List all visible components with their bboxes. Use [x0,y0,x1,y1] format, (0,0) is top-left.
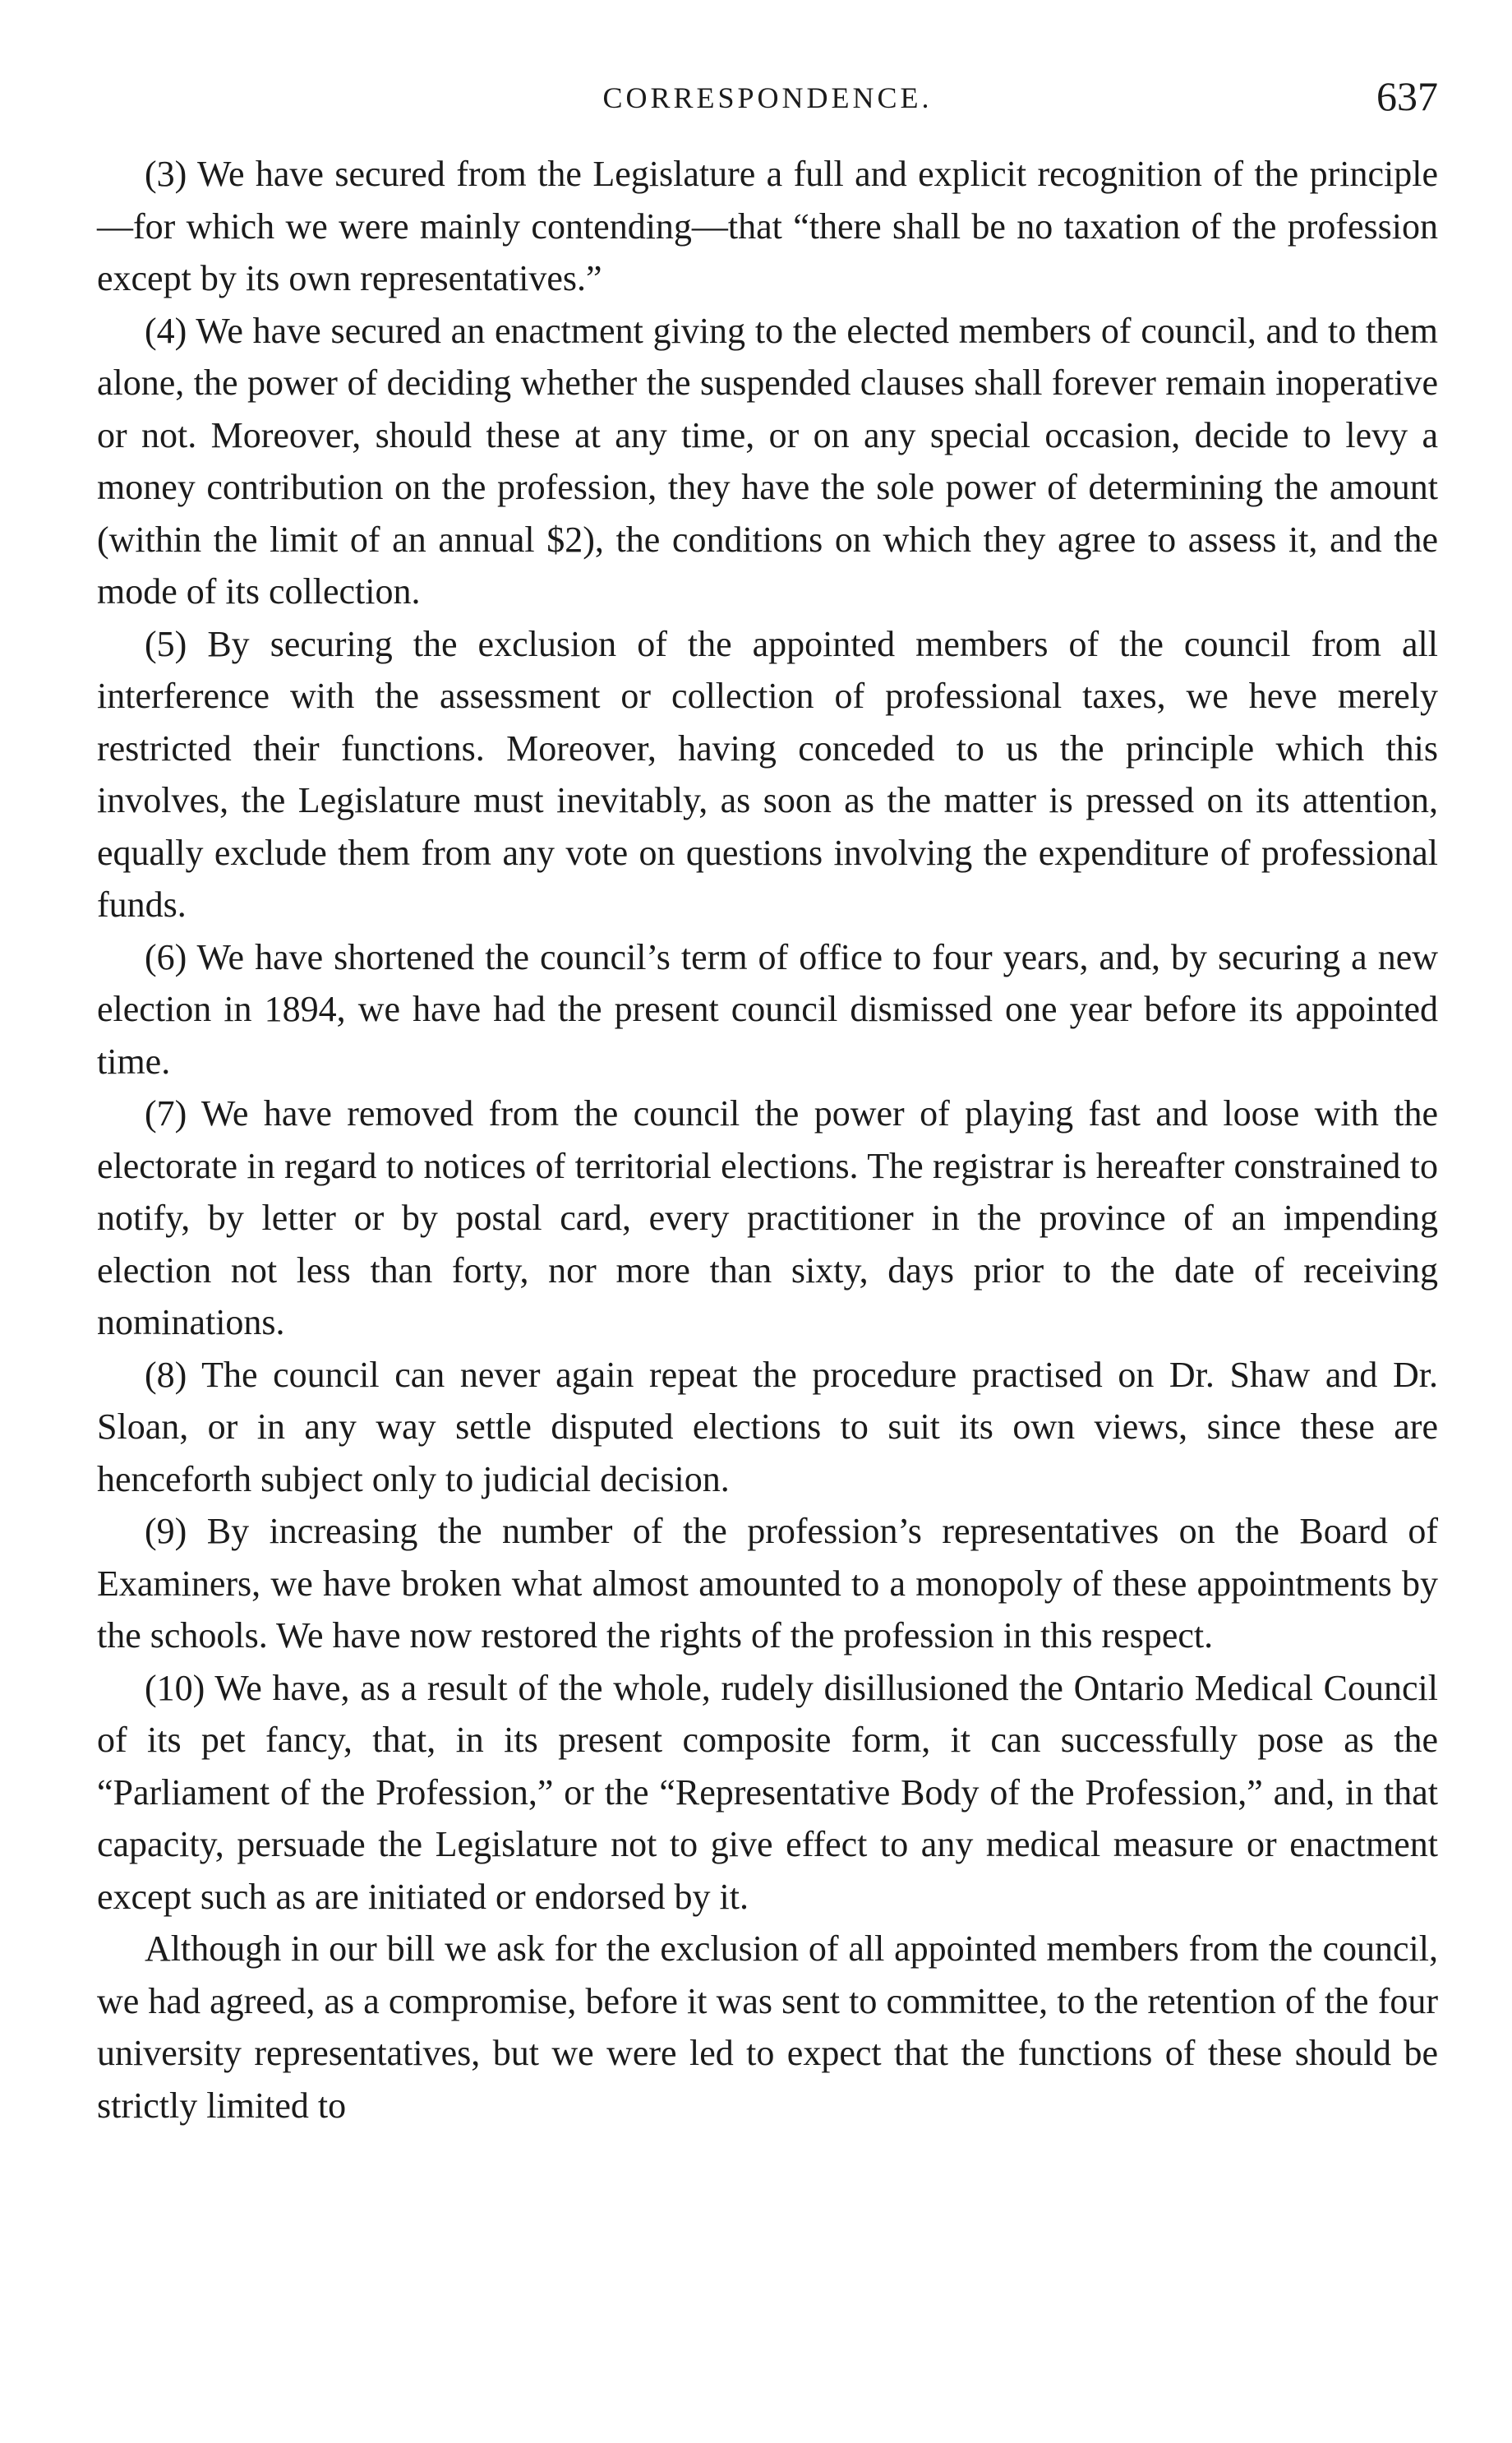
paragraph-9: (9) By increasing the number of the profession’s representatives on the Board of Examiners, we have broken what almost amounted to a monopoly of these appointments by the schools. We have now restored the rights of the profession in this respect. [97,1511,1438,1656]
body-text [97,148,1438,2131]
paragraph-8: (8) The council can never again repeat the procedure practised on Dr. Shaw and Dr. Sloan, or in any way settle disputed elections to suit its own views, since these are henceforth subject only to judicial decision. [97,1354,1438,1499]
paragraph-7: (7) We have removed from the council the power of playing fast and loose with the electorate in regard to notices of territorial elections. The registrar is hereafter constrained to notify, by letter or by postal card, every practitioner in the province of an impending election not less than forty, nor more than sixty, days prior to the date of receiving nominations. [97,1093,1438,1342]
running-title: CORRESPONDENCE. [602,81,933,114]
page-number: 637 [1376,73,1438,119]
paragraph-4: (4) We have secured an enactment giving to the elected members of council, and to them alone, the power of deciding whether the suspended clauses shall forever remain inoperative or not. Moreover, should these at any time, or on any special occasion, decide to levy a money contribution on the profession, they have the sole power of determining the amount (within the limit of an annual $2), the conditions on which they agree to assess it, and the mode of its collection. [97,310,1438,612]
paragraph-5: (5) By securing the exclusion of the appointed members of the council from all interference with the assessment or collection of professional taxes, we heve merely restricted their functions. Moreover, having conceded to us the principle which this involves, the Legislature must inevitably, as soon as the matter is pressed on its attention, equally exclude them from any vote on questions involving the expenditure of professional funds. [97,623,1438,925]
running-head [97,72,1438,130]
paragraph-6: (6) We have shortened the council’s term of office to four years, and, by securing a new election in 1894, we have had the present council dismissed one year before its appointed time. [97,936,1438,1082]
paragraph-10: (10) We have, as a result of the whole, rudely disillusioned the Ontario Medical Council of its pet fancy, that, in its present composite form, it can successfully pose as the “Parliament of the Profession,” or the “Representative Body of the Profession,” and, in that capacity, persuade the Legislature not to give effect to any medical measure or enactment except such as are initiated or endorsed by it. [97,1667,1438,1917]
paragraph-closing: Although in our bill we ask for the exclusion of all appointed members from the council, we had agreed, as a compromise, before it was sent to committee, to the retention of the four university representatives, but we were led to expect that the functions of these should be strictly limited to [97,1928,1438,2126]
book-page [97,72,1438,2131]
paragraph-3: (3) We have secured from the Legislature a full and explicit recognition of the principle—for which we were mainly contending—that “there shall be no taxation of the profession except by its own representatives.” [97,154,1438,298]
